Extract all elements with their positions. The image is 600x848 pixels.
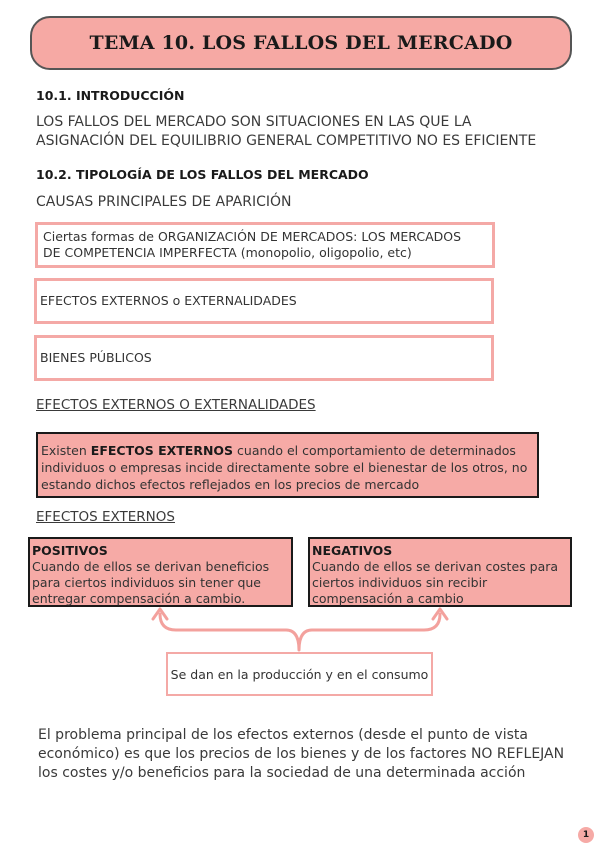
positive-line-1: Cuando de ellos se derivan beneficios bbox=[32, 559, 270, 574]
negative-effects-box bbox=[308, 537, 572, 607]
cause-box-market-organization bbox=[35, 222, 495, 268]
cause-box-externalities bbox=[34, 278, 494, 324]
intro-line-2: ASIGNACIÓN DEL EQUILIBRIO GENERAL COMPETITIVO NO ES EFICIENTE bbox=[36, 133, 537, 149]
section-heading-typology: 10.2. TIPOLOGÍA DE LOS FALLOS DEL MERCADO bbox=[36, 167, 369, 182]
conclusion-line-1: El problema principal de los efectos externos (desde el punto de vista bbox=[38, 727, 528, 743]
negative-line-1: Cuando de ellos se derivan costes para bbox=[312, 559, 559, 574]
brace-arrows-icon bbox=[140, 604, 460, 654]
cause-2-text: EFECTOS EXTERNOS o EXTERNALIDADES bbox=[40, 293, 297, 308]
cause-3-text: BIENES PÚBLICOS bbox=[40, 350, 152, 365]
positive-title: POSITIVOS bbox=[32, 543, 108, 558]
cause-1-line-1: Ciertas formas de ORGANIZACIÓN DE MERCADOS: LOS MERCADOS bbox=[43, 229, 462, 244]
external-effects-heading: EFECTOS EXTERNOS bbox=[36, 509, 175, 525]
definition-line-3: estando dichos efectos reflejados en los precios de mercado bbox=[41, 477, 420, 492]
definition-line-2: individuos o empresas incide directamente sobre el bienestar de los otros, no bbox=[41, 460, 528, 475]
title-banner bbox=[30, 16, 572, 70]
conclusion-line-2: económico) es que los precios de los bienes y de los factores NO REFLEJAN bbox=[38, 746, 565, 762]
positive-effects-box bbox=[28, 537, 293, 607]
intro-text bbox=[36, 113, 536, 151]
note-text: Se dan en la producción y en el consumo bbox=[170, 666, 429, 682]
negative-line-2: ciertos individuos sin recibir bbox=[312, 575, 488, 590]
positive-line-3: entregar compensación a cambio. bbox=[32, 591, 246, 606]
positive-line-2: para ciertos individuos sin tener que bbox=[32, 575, 261, 590]
externalities-definition-box bbox=[36, 432, 539, 498]
section-heading-intro: 10.1. INTRODUCCIÓN bbox=[36, 88, 185, 103]
definition-bold-term: EFECTOS EXTERNOS bbox=[90, 443, 234, 458]
negative-title: NEGATIVOS bbox=[312, 543, 393, 558]
causes-label: CAUSAS PRINCIPALES DE APARICIÓN bbox=[36, 194, 292, 210]
conclusion-line-3: los costes y/o beneficios para la sociedad de una determinada acción bbox=[38, 765, 526, 781]
cause-box-public-goods bbox=[34, 335, 494, 381]
negative-line-3: compensación a cambio bbox=[312, 591, 464, 606]
definition-prefix: Existen bbox=[41, 443, 91, 458]
production-consumption-note bbox=[166, 652, 433, 696]
page-title: TEMA 10. LOS FALLOS DEL MERCADO bbox=[89, 32, 513, 54]
conclusion-paragraph bbox=[38, 726, 564, 783]
definition-line-1 bbox=[41, 442, 534, 459]
definition-rest: cuando el comportamiento de determinados bbox=[233, 443, 516, 458]
cause-1-line-2: DE COMPETENCIA IMPERFECTA (monopolio, oligopolio, etc) bbox=[43, 245, 412, 260]
intro-line-1: LOS FALLOS DEL MERCADO SON SITUACIONES EN LAS QUE LA bbox=[36, 114, 472, 130]
page-number-badge: 1 bbox=[578, 827, 594, 843]
externalities-heading: EFECTOS EXTERNOS O EXTERNALIDADES bbox=[36, 397, 316, 413]
